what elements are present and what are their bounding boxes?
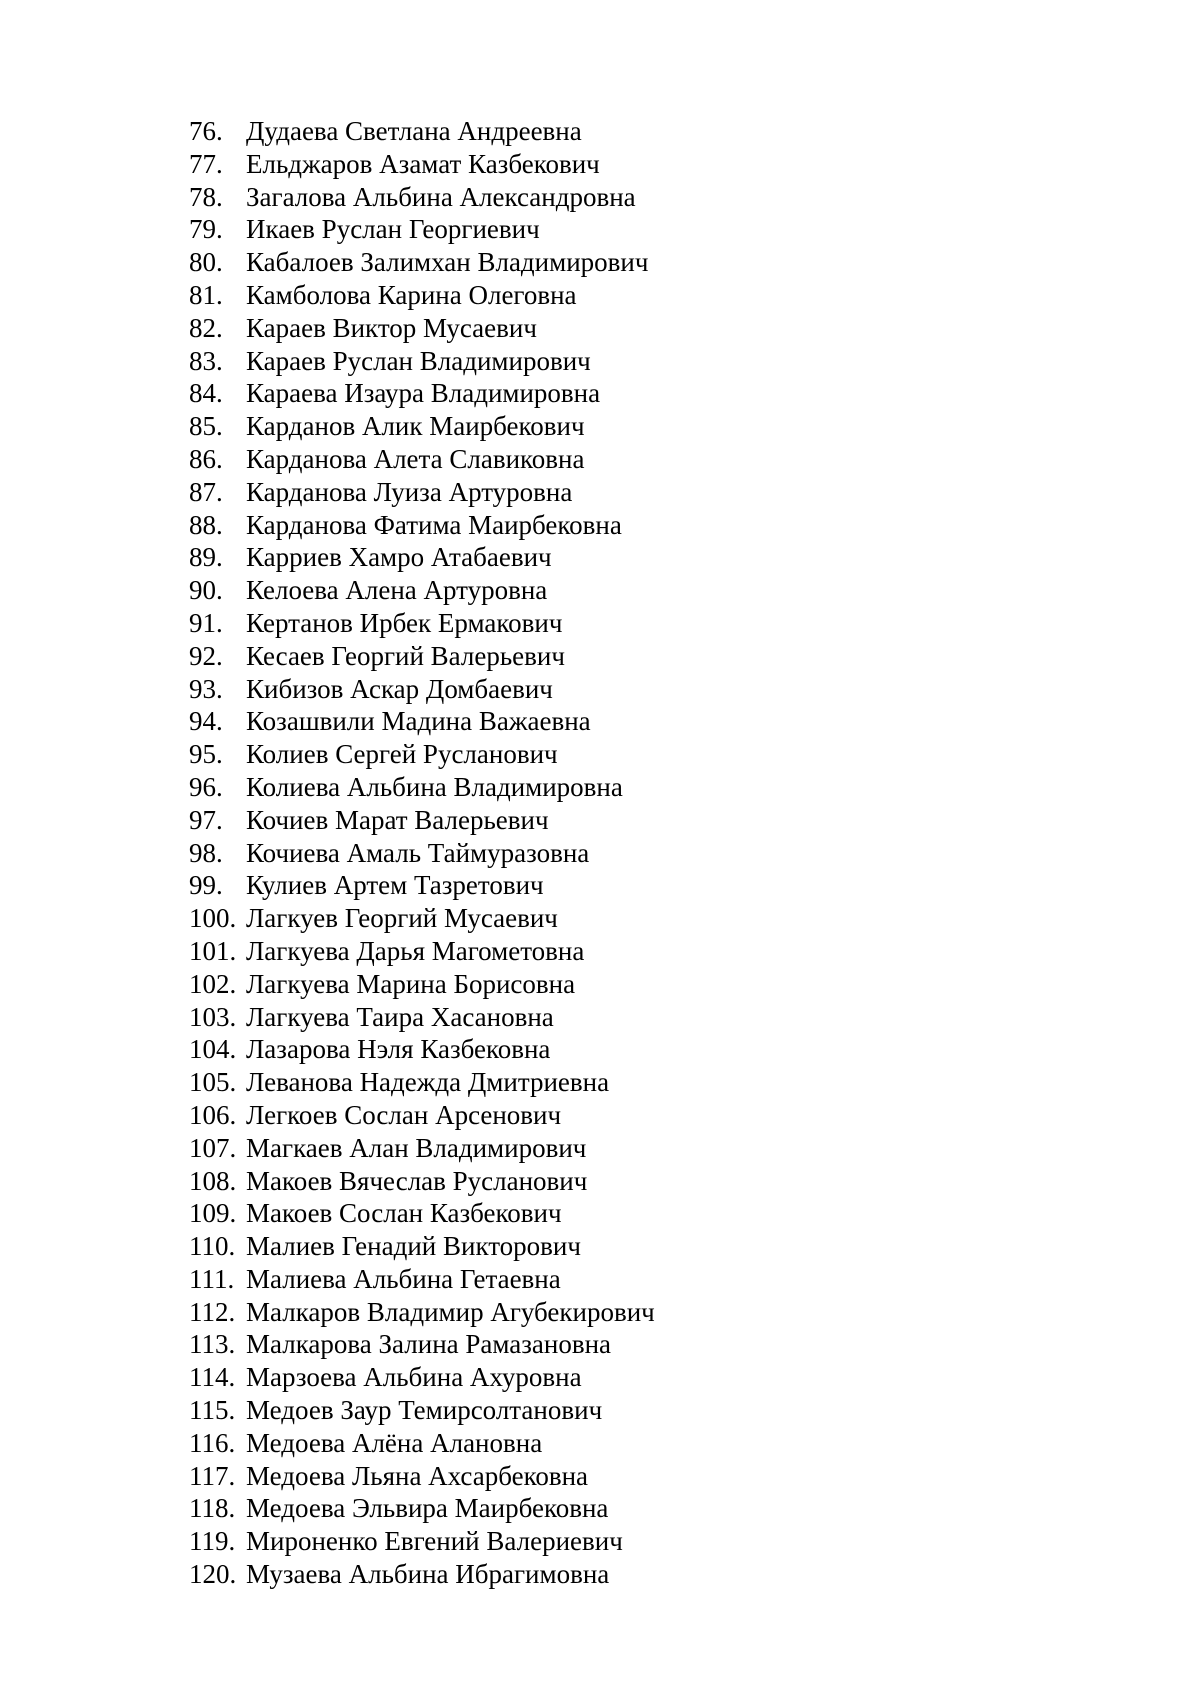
list-item [189,1197,655,1230]
list-item [189,1525,655,1558]
list-item [189,705,655,738]
person-name: Келоева Алена Артуровна [246,575,548,606]
item-number: 102. [189,968,237,999]
list-item [189,115,655,148]
list-item [189,1492,655,1525]
list-item [189,1033,655,1066]
person-name: Лагкуева Дарья Магометовна [246,935,585,966]
list-item [189,410,655,443]
person-name: Кесаев Георгий Валерьевич [246,640,565,671]
person-name: Леванова Надежда Дмитриевна [246,1067,610,1098]
list-item [189,213,655,246]
list-item [189,1427,655,1460]
item-number: 83. [189,345,223,376]
item-number: 105. [189,1067,237,1098]
list-item [189,476,655,509]
person-name: Легкоев Сослан Арсенович [246,1099,562,1130]
person-name: Малкарова Залина Рамазановна [246,1329,612,1360]
item-number: 84. [189,378,223,409]
item-number: 113. [189,1329,236,1360]
list-item [189,1132,655,1165]
person-name: Лагкуев Георгий Мусаевич [246,903,558,934]
item-number: 100. [189,903,237,934]
item-number: 93. [189,673,223,704]
item-number: 118. [189,1493,236,1524]
person-name: Карданова Алета Славиковна [246,443,585,474]
list-item [189,148,655,181]
list-item [189,1296,655,1329]
item-number: 97. [189,804,223,835]
item-number: 78. [189,181,223,212]
item-number: 79. [189,214,223,245]
list-item [189,1328,655,1361]
list-item [189,1361,655,1394]
item-number: 110. [189,1231,236,1262]
list-item [189,246,655,279]
person-name: Макоев Вячеслав Русланович [246,1165,588,1196]
item-number: 99. [189,870,223,901]
item-number: 94. [189,706,223,737]
person-name: Макоев Сослан Казбекович [246,1198,562,1229]
person-name: Медоев Заур Темирсолтанович [246,1395,603,1426]
item-number: 80. [189,247,223,278]
person-name: Колиева Альбина Владимировна [246,771,623,802]
item-number: 95. [189,739,223,770]
list-item [189,771,655,804]
person-name: Карданов Алик Маирбекович [246,411,585,442]
person-name: Медоева Льяна Ахсарбековна [246,1460,588,1491]
person-name: Ельджаров Азамат Казбекович [246,148,600,179]
person-name: Загалова Альбина Александровна [246,181,636,212]
list-item [189,968,655,1001]
item-number: 101. [189,935,237,966]
list-item [189,607,655,640]
item-number: 108. [189,1165,237,1196]
person-name: Дудаева Светлана Андреевна [246,116,582,146]
person-name: Лагкуева Таира Хасановна [246,1001,554,1032]
list-item [189,574,655,607]
person-name: Икаев Руслан Георгиевич [246,214,540,245]
list-item [189,279,655,312]
list-item [189,1165,655,1198]
person-name: Медоева Эльвира Маирбековна [246,1493,609,1524]
item-number: 98. [189,837,223,868]
list-item [189,312,655,345]
item-number: 109. [189,1198,237,1229]
person-name: Кулиев Артем Тазретович [246,870,544,901]
person-name: Малиев Генадий Викторович [246,1231,581,1262]
list-item [189,509,655,542]
person-name: Карданова Луиза Артуровна [246,476,573,507]
person-name: Карриев Хамро Атабаевич [246,542,552,573]
person-name: Лагкуева Марина Борисовна [246,968,576,999]
person-name: Кабалоев Залимхан Владимирович [246,247,649,278]
item-number: 111. [189,1263,235,1294]
item-number: 86. [189,443,223,474]
list-item [189,1460,655,1493]
list-item [189,1230,655,1263]
person-name: Кертанов Ирбек Ермакович [246,607,563,638]
item-number: 91. [189,607,223,638]
item-number: 96. [189,771,223,802]
person-name: Лазарова Нэля Казбековна [246,1034,551,1065]
list-item [189,935,655,968]
list-item [189,1558,655,1591]
list-item [189,443,655,476]
item-number: 81. [189,279,223,310]
person-name: Караев Виктор Мусаевич [246,312,537,343]
list-item [189,541,655,574]
item-number: 116. [189,1427,236,1458]
item-number: 120. [189,1559,237,1590]
item-number: 89. [189,542,223,573]
item-number: 117. [189,1460,236,1491]
person-name: Кибизов Аскар Домбаевич [246,673,553,704]
person-name: Малиева Альбина Гетаевна [246,1263,561,1294]
item-number: 107. [189,1132,237,1163]
item-number: 119. [189,1526,236,1557]
list-item [189,640,655,673]
item-number: 115. [189,1395,236,1426]
item-number: 82. [189,312,223,343]
item-number: 92. [189,640,223,671]
item-number: 76. [189,116,223,146]
item-number: 106. [189,1099,237,1130]
list-item [189,1394,655,1427]
item-number: 85. [189,411,223,442]
person-name: Кочиева Амаль Таймуразовна [246,837,590,868]
person-name: Медоева Алёна Алановна [246,1427,543,1458]
item-number: 77. [189,148,223,179]
list-item [189,1066,655,1099]
list-item [189,1099,655,1132]
list-item [189,345,655,378]
person-list [189,115,655,1591]
list-item [189,804,655,837]
list-item [189,738,655,771]
person-name: Марзоева Альбина Ахуровна [246,1362,582,1393]
person-name: Караева Изаура Владимировна [246,378,601,409]
item-number: 112. [189,1296,236,1327]
list-item [189,673,655,706]
item-number: 104. [189,1034,237,1065]
item-number: 90. [189,575,223,606]
person-name: Мироненко Евгений Валериевич [246,1526,623,1557]
person-name: Музаева Альбина Ибрагимовна [246,1559,610,1590]
list-item [189,1001,655,1034]
list-item [189,869,655,902]
item-number: 88. [189,509,223,540]
list-item [189,181,655,214]
person-name: Караев Руслан Владимирович [246,345,591,376]
list-item [189,377,655,410]
item-number: 103. [189,1001,237,1032]
item-number: 114. [189,1362,236,1393]
item-number: 87. [189,476,223,507]
person-name: Малкаров Владимир Агубекирович [246,1296,655,1327]
list-item [189,1263,655,1296]
person-name: Карданова Фатима Маирбековна [246,509,622,540]
person-name: Козашвили Мадина Важаевна [246,706,591,737]
person-name: Кочиев Марат Валерьевич [246,804,549,835]
person-name: Магкаев Алан Владимирович [246,1132,587,1163]
person-name: Колиев Сергей Русланович [246,739,558,770]
list-item [189,902,655,935]
list-item [189,837,655,870]
person-name: Камболова Карина Олеговна [246,279,577,310]
